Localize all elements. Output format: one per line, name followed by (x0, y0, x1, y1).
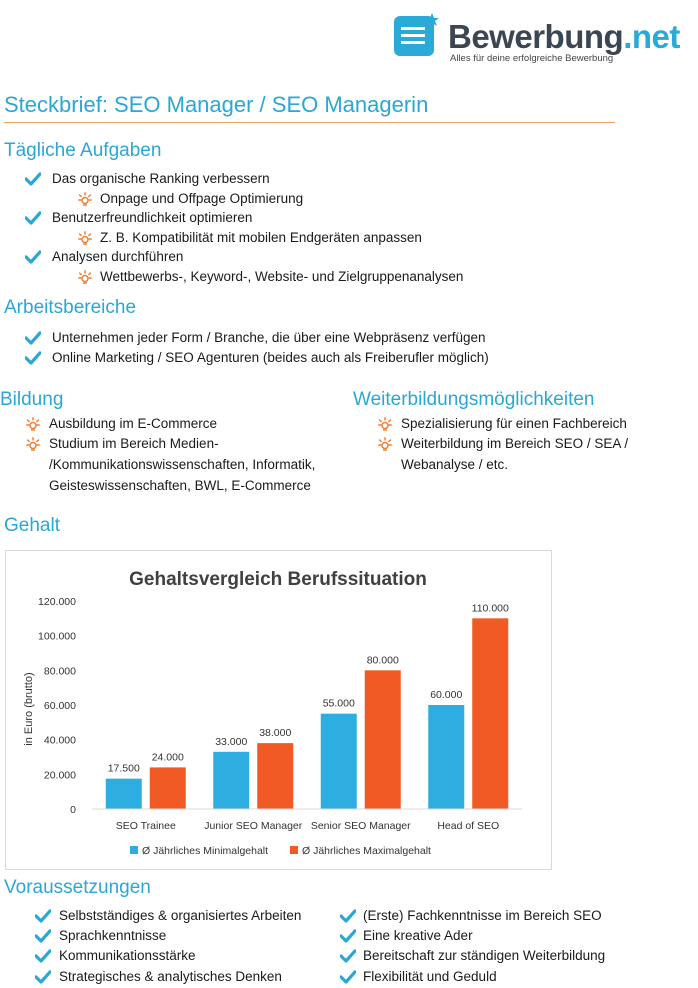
bars (106, 602, 509, 809)
y-tick-label: 40.000 (43, 734, 76, 747)
bar-max (472, 618, 508, 809)
bar-value-label: 80.000 (366, 654, 399, 667)
daily-task-1-detail: Onpage und Offpage Optimierung (100, 191, 304, 206)
heading-further-training: Weiterbildungsmöglichkeiten (353, 389, 595, 410)
requirement-left-1: Selbstständiges & organisiertes Arbeiten (59, 908, 302, 923)
heading-work-areas: Arbeitsbereiche (4, 297, 137, 318)
bar-value-label: 55.000 (322, 697, 355, 710)
legend-swatch (290, 846, 298, 854)
bar-min (106, 779, 142, 809)
chart-title: Gehaltsvergleich Berufssituation (129, 569, 427, 590)
document-logo-icon (392, 12, 440, 58)
further-item-1: Spezialisierung für einen Fachbereich (401, 416, 627, 431)
work-area-2: Online Marketing / SEO Agenturen (beides auch als Freiberufler möglich) (52, 350, 489, 365)
education-item-2-line-2: /Kommunikationswissenschaften, Informatik, (49, 457, 316, 472)
heading-daily-tasks: Tägliche Aufgaben (4, 140, 162, 161)
heading-requirements: Voraussetzungen (4, 877, 151, 898)
brand-logo (392, 6, 692, 66)
x-tick-label: SEO Trainee (115, 820, 176, 832)
x-tick-label: Junior SEO Manager (204, 820, 303, 832)
bar-value-label: 60.000 (430, 689, 463, 701)
y-tick-label: 20.000 (43, 769, 76, 782)
x-tick-label: Head of SEO (437, 820, 500, 832)
bar-max (365, 670, 401, 809)
education-item-2-line-3: Geisteswissenschaften, BWL, E-Commerce (49, 478, 311, 493)
bar-value-label: 24.000 (151, 751, 184, 764)
daily-task-1: Das organische Ranking verbessern (52, 171, 270, 186)
bar-min (428, 705, 464, 809)
title-divider (4, 122, 615, 123)
legend-label: Ø Jährliches Minimalgehalt (142, 845, 269, 857)
bar-max (257, 743, 293, 809)
heading-salary: Gehalt (4, 515, 60, 536)
requirement-right-4: Flexibilität und Geduld (363, 969, 497, 984)
salary-chart-svg (6, 551, 551, 869)
requirement-right-1: (Erste) Fachkenntnisse im Bereich SEO (363, 908, 602, 923)
brand-tagline: Alles für deine erfolgreiche Bewerbung (450, 53, 614, 64)
y-tick-label: 80.000 (43, 665, 76, 678)
y-tick-label: 120.000 (38, 596, 76, 608)
bar-value-label: 38.000 (259, 727, 292, 740)
bar-min (213, 752, 249, 809)
brand-name (448, 18, 680, 56)
legend-label: Ø Jährliches Maximalgehalt (302, 845, 431, 857)
requirement-right-3: Bereitschaft zur ständigen Weiterbildung (363, 948, 606, 963)
y-tick-label: 0 (70, 804, 76, 816)
bar-min (321, 714, 357, 809)
salary-chart (5, 550, 552, 870)
chart-ylabel: in Euro (brutto) (23, 672, 35, 746)
x-tick-label: Senior SEO Manager (310, 820, 411, 832)
requirement-left-4: Strategisches & analytisches Denken (59, 969, 282, 984)
further-item-2-line-2: Webanalyse / etc. (401, 457, 509, 472)
work-area-1: Unternehmen jeder Form / Branche, die über eine Webpräsenz verfügen (52, 330, 486, 345)
heading-education: Bildung (0, 389, 64, 410)
y-tick-label: 100.000 (38, 630, 76, 643)
bar-value-label: 17.500 (107, 762, 140, 775)
brand-name-tld: .net (623, 18, 680, 55)
education-item-1: Ausbildung im E-Commerce (49, 416, 218, 431)
page-title: Steckbrief: SEO Manager / SEO Managerin (4, 92, 429, 117)
y-axis-ticks (38, 596, 76, 816)
legend-swatch (130, 846, 138, 854)
daily-task-3: Analysen durchführen (52, 249, 184, 264)
bar-max (150, 767, 186, 809)
education-item-2-line-1: Studium im Bereich Medien- (49, 436, 219, 451)
further-item-2-line-1: Weiterbildung im Bereich SEO / SEA / (401, 436, 629, 451)
bar-value-label: 33.000 (215, 735, 248, 748)
requirement-left-2: Sprachkenntnisse (59, 928, 167, 943)
daily-task-2-detail: Z. B. Kompatibilität mit mobilen Endgeräten anpassen (100, 230, 422, 245)
x-axis-labels (116, 820, 500, 832)
bar-value-label: 110.000 (471, 602, 509, 615)
requirement-right-2: Eine kreative Ader (363, 928, 473, 943)
daily-task-2: Benutzerfreundlichkeit optimieren (52, 210, 253, 225)
brand-name-main: Bewerbung (448, 18, 624, 55)
requirement-left-3: Kommunikationsstärke (59, 948, 196, 963)
daily-task-3-detail: Wettbewerbs-, Keyword-, Website- und Zielgruppenanalysen (100, 269, 464, 284)
chart-legend (130, 845, 431, 857)
y-tick-label: 60.000 (43, 700, 76, 712)
